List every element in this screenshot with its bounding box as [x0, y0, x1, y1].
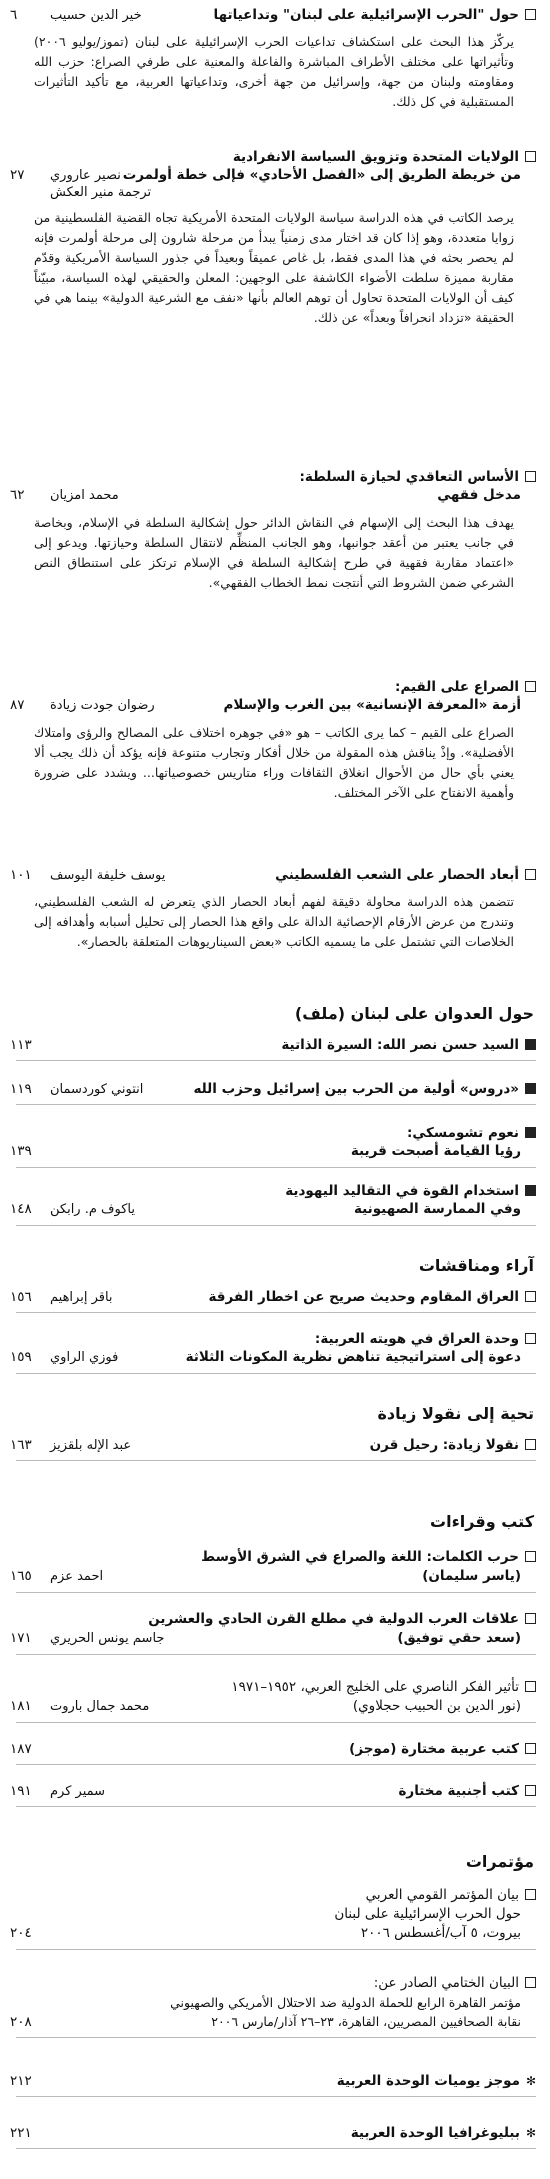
- divider: [16, 1764, 536, 1765]
- entry-author: عبد الإله بلقزيز: [50, 1438, 132, 1453]
- entry-author: باقر إبراهيم: [50, 1290, 113, 1305]
- toc-entry[interactable]: [10, 1036, 536, 1061]
- entry-title-line1: علاقات العرب الدولية في مطلع القرن الحادي والعشرين: [148, 1611, 519, 1627]
- checkbox-icon: [525, 1613, 536, 1624]
- entry-title-line3: بيروت، ٥ آب/أغسطس ٢٠٠٦: [360, 1925, 521, 1941]
- checkbox-icon: [525, 1977, 536, 1988]
- entry-author: سمير كرم: [50, 1784, 106, 1799]
- checkbox-icon: [525, 1127, 536, 1138]
- divider: [16, 1592, 536, 1593]
- divider: [16, 1373, 536, 1374]
- divider: [16, 1312, 536, 1313]
- entry-title-line1: البيان الختامي الصادر عن:: [373, 1975, 519, 1991]
- entry-title-line2: مؤتمر القاهرة الرابع للحملة الدولية ضد الاحتلال الأمريكي والصهيوني: [170, 1995, 521, 2010]
- toc-entry[interactable]: [10, 1182, 536, 1226]
- entry-author: جاسم يونس الحريري: [50, 1631, 165, 1646]
- entry-title: موجز يوميات الوحدة العربية: [336, 2073, 520, 2089]
- entry-translator: ترجمة منير العكش: [50, 185, 152, 200]
- page-number: ١٦٣: [10, 1437, 32, 1453]
- entry-title: كتب أجنبية مختارة: [398, 1783, 519, 1799]
- entry-abstract: يرصد الكاتب في هذه الدراسة سياسة الولايات المتحدة الأمريكية تجاه القضية الفلسطينية من زوايا متعددة، وهو إذا كان قد اختار مدى زمنياً يبدأ من مرحلة شارون إلى مرحلة أولمرت فإنه لم يحصر بحثه في هذا المدى فقط، بل غاص عميقاً وبعيداً في جذور السياسة الأمريكية وقدّم مقاربة مميزة سلطت الأضواء الكاشفة على الوجهين: المعلن والحقيقي لهذه السياسة، مبيّناً كيف أن الولايات المتحدة تحاول أن توهم العالم بأنها «نفف مع الشرعية الدولية» بينما هي في الحقيقة «تزداد انحرافاً وبعداً» عن ذلك.: [34, 210, 514, 325]
- entry-title-line2: (سعد حقي توفيق): [397, 1630, 521, 1646]
- page-number: ١٨٧: [10, 1741, 32, 1757]
- divider: [16, 1949, 536, 1950]
- entry-author: رضوان جودت زيادة: [50, 698, 155, 713]
- entry-title-line3: نقابة الصحافيين المصريين، القاهرة، ٢٣–٢٦ آذار/مارس ٢٠٠٦: [211, 2014, 521, 2029]
- checkbox-icon: [525, 1291, 536, 1302]
- entry-title: أبعاد الحصار على الشعب الفلسطيني: [275, 867, 519, 883]
- toc-entry[interactable]: [10, 1974, 536, 2038]
- entry-author: انتوني كوردسمان: [50, 1082, 144, 1097]
- entry-title-line1: تأثير الفكر الناصري على الخليج العربي، ١٩٥٢–١٩٧١: [231, 1679, 519, 1695]
- checkbox-icon: [525, 1785, 536, 1796]
- entry-author: فوزي الراوي: [50, 1350, 119, 1365]
- divider: [16, 1167, 536, 1168]
- checkbox-icon: [525, 681, 536, 692]
- divider: [16, 1806, 536, 1807]
- entry-author: نصير عاروري: [50, 168, 121, 183]
- toc-entry[interactable]: [10, 1288, 536, 1313]
- page-number: ١٤٨: [10, 1201, 32, 1217]
- entry-title: ببليوغرافيا الوحدة العربية: [350, 2125, 520, 2141]
- entry-title-line2: من خريطة الطريق إلى «الفصل الأحادي» فإلى خطة أولمرت: [122, 167, 521, 183]
- entry-abstract: تتضمن هذه الدراسة محاولة دقيقة لفهم أبعاد الحصار الذي يتعرض له الشعب الفلسطيني، وتندرج من عرض الأرقام الإحصائية الدالة على واقع هذا الحصار إلى تحليل أسبابه وأهدافه إلى الخلاصات التي تشتمل على ما يسميه الكاتب «بعض السيناريوهات المتعلقة بالحصار».: [34, 894, 514, 949]
- divider: [16, 1060, 536, 1061]
- entry-author: خير الدين حسيب: [50, 8, 142, 23]
- entry-author: ياكوف م. رابكن: [50, 1202, 135, 1217]
- toc-entry[interactable]: [10, 1080, 536, 1105]
- divider: [16, 1104, 536, 1105]
- checkbox-icon: [525, 9, 536, 20]
- toc-entry[interactable]: [10, 1678, 536, 1723]
- entry-title: نقولا زيادة: رحيل قرن: [369, 1437, 519, 1453]
- page-number: ١٥٦: [10, 1289, 32, 1305]
- checkbox-icon: [525, 1039, 536, 1050]
- divider: [16, 1654, 536, 1655]
- checkbox-icon: [525, 1551, 536, 1562]
- toc-entry[interactable]: [10, 2124, 536, 2149]
- page-number: ١٦٥: [10, 1568, 32, 1584]
- section-heading-opinions: آراء ومناقشات: [418, 1256, 534, 1275]
- page-number: ١٣٩: [10, 1143, 32, 1159]
- entry-title-line1: الولايات المتحدة وتزويق السياسة الانفرادية: [232, 149, 519, 165]
- entry-title: حول "الحرب الإسرائيلية على لبنان" وتداعياتها: [213, 7, 519, 23]
- star-bullet-icon: ✻: [525, 2074, 536, 2088]
- entry-title: السيد حسن نصر الله: السيرة الذاتية: [281, 1037, 519, 1053]
- page-number: ١١٣: [10, 1037, 32, 1053]
- page-number: ٦: [10, 7, 18, 23]
- entry-title-line1: وحدة العراق في هويته العربية:: [314, 1331, 519, 1347]
- page-number: ٢٧: [10, 167, 25, 183]
- checkbox-icon: [525, 869, 536, 880]
- page-number: ١٥٩: [10, 1349, 32, 1365]
- toc-entry[interactable]: [10, 6, 536, 112]
- toc-entry[interactable]: [10, 2072, 536, 2097]
- entry-title-line1: نعوم تشومسكي:: [406, 1125, 519, 1141]
- toc-entry[interactable]: [10, 1124, 536, 1168]
- toc-entry[interactable]: [10, 1740, 536, 1765]
- entry-title-line2: حول الحرب الإسرائيلية على لبنان: [334, 1906, 521, 1922]
- divider: [16, 2096, 536, 2097]
- section-heading-lebanon: حول العدوان على لبنان (ملف): [294, 1004, 534, 1023]
- page-number: ١٩١: [10, 1783, 32, 1799]
- entry-abstract: يهدف هذا البحث إلى الإسهام في النقاش الدائر حول إشكالية السلطة في الإسلام، وبخاصة في جانب يعتبر من أعقد جوانبها، وهو الجانب المنظِّم لانتقال السلطة وحيازتها. ويدعو إلى «اعتماد مقاربة فقهية في طرح إشكالية السلطة في الإسلام ترتكز على استنطاق النص الشرعي ضمن الشروط التي أنتجت نمط الخطاب الفقهي».: [34, 515, 514, 590]
- toc-entry[interactable]: [10, 1330, 536, 1374]
- star-bullet-icon: ✻: [525, 2126, 536, 2140]
- divider: [16, 1722, 536, 1723]
- entry-title: «دروس» أولية من الحرب بين إسرائيل وحزب الله: [193, 1081, 519, 1097]
- toc-entry[interactable]: [10, 468, 536, 593]
- entry-title-line2: رؤيا القيامة أصبحت قريبة: [350, 1143, 521, 1159]
- entry-title-line1: الصراع على القيم:: [395, 679, 519, 695]
- section-heading-tribute: تحية إلى نقولا زيادة: [377, 1404, 534, 1423]
- page-number: ١٠١: [10, 867, 32, 883]
- entry-title-line1: بيان المؤتمر القومي العربي: [365, 1887, 519, 1903]
- checkbox-icon: [525, 151, 536, 162]
- divider: [16, 1460, 536, 1461]
- entry-title-line2: أزمة «المعرفة الإنسانية» بين الغرب والإسلام: [223, 697, 521, 713]
- checkbox-icon: [525, 1333, 536, 1344]
- entry-title-line1: الأساس التعاقدي لحيازة السلطة:: [299, 469, 519, 485]
- entry-title-line1: حرب الكلمات: اللغة والصراع في الشرق الأوسط: [201, 1549, 519, 1565]
- toc-entry[interactable]: [10, 866, 536, 952]
- page-number: ٢٠٨: [10, 2014, 32, 2030]
- toc-entry[interactable]: [10, 1782, 536, 1807]
- divider: [16, 2148, 536, 2149]
- checkbox-icon: [525, 1889, 536, 1900]
- toc-entry[interactable]: [10, 1610, 536, 1655]
- entry-author: احمد عزم: [50, 1569, 104, 1584]
- entry-title-line2: (ياسر سليمان): [422, 1568, 521, 1584]
- toc-entry[interactable]: [10, 1886, 536, 1950]
- checkbox-icon: [525, 471, 536, 482]
- page-number: ١٨١: [10, 1698, 32, 1714]
- checkbox-icon: [525, 1083, 536, 1094]
- entry-title-line2: دعوة إلى استراتيجية تناهض نظرية المكونات الثلاثة: [185, 1349, 521, 1365]
- page-number: ١١٩: [10, 1081, 32, 1097]
- toc-entry[interactable]: [10, 678, 536, 803]
- entry-author: محمد امزيان: [50, 488, 119, 503]
- entry-abstract: الصراع على القيم – كما يرى الكاتب – هو «في جوهره اختلاف على المصالح والرؤى وامتلاك الأفضلية». وإذْ يناقش هذه المقولة من خلال أفكار وتجارب متنوعة فإنه يؤكد أن ذلك يجب ألا يعني بأي حال من الأحوال انغلاق الثقافات وراء متاريس خصوصياتها... ويشدد على ضرورة وأهمية الانفتاح على الآخر المختلف.: [34, 725, 514, 800]
- entry-title-line1: استخدام القوة في التقاليد اليهودية: [285, 1183, 519, 1199]
- entry-title-line2: وفي الممارسة الصهيونية: [353, 1201, 521, 1217]
- entry-abstract: يركّز هذا البحث على استكشاف تداعيات الحرب الإسرائيلية على لبنان (تموز/يوليو ٢٠٠٦) وتأثيراتها على مختلف الأطراف المباشرة والفاعلة والمعنية على طرفي الصراع: حزب الله ومقاومته ولبنان من جهة، وإسرائيل من جهة أخرى، وتداعياتها العربية، مع تأكيد التأثيرات المستقبلية في كل ذلك.: [34, 34, 514, 109]
- entry-author: محمد جمال باروت: [50, 1699, 150, 1714]
- entry-author: يوسف خليفة اليوسف: [50, 868, 166, 883]
- entry-title: العراق المقاوم وحديث صريح عن اخطار الفرقة: [208, 1289, 519, 1305]
- divider: [16, 2037, 536, 2038]
- entry-title-line2: (نور الدين بن الحبيب حجلاوي): [352, 1698, 521, 1714]
- page-number: ٢٠٤: [10, 1925, 32, 1941]
- entry-title: كتب عربية مختارة (موجز): [349, 1741, 519, 1757]
- section-heading-books: كتب وقراءات: [430, 1512, 534, 1531]
- divider: [16, 1225, 536, 1226]
- entry-title-line2: مدخل فقهي: [437, 487, 521, 503]
- toc-entry[interactable]: [10, 148, 536, 328]
- page-number: ١٧١: [10, 1630, 32, 1646]
- toc-entry[interactable]: [10, 1436, 536, 1461]
- checkbox-icon: [525, 1681, 536, 1692]
- page-number: ٦٢: [10, 487, 25, 503]
- checkbox-icon: [525, 1743, 536, 1754]
- checkbox-icon: [525, 1439, 536, 1450]
- toc-entry[interactable]: [10, 1548, 536, 1593]
- section-heading-conferences: مؤتمرات: [465, 1852, 534, 1871]
- checkbox-icon: [525, 1185, 536, 1196]
- page-number: ٨٧: [10, 697, 25, 713]
- page-number: ٢١٢: [10, 2073, 32, 2089]
- page-number: ٢٢١: [10, 2125, 32, 2141]
